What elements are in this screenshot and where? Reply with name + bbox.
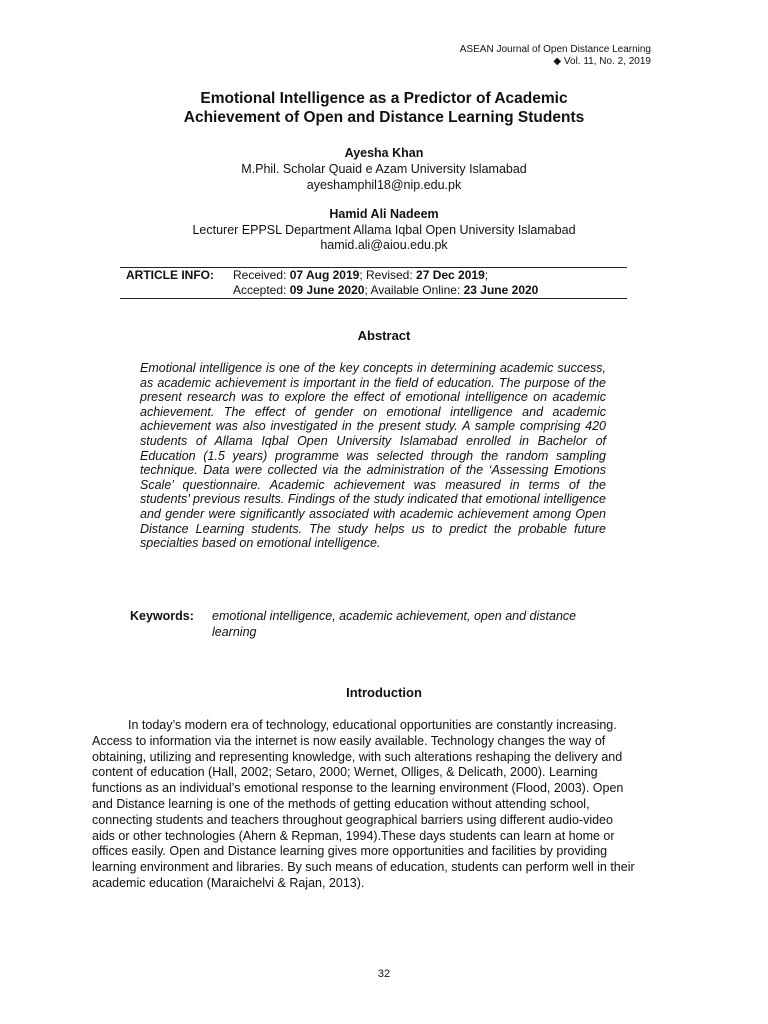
article-info-bottom-rule: [120, 298, 627, 299]
introduction-text: In today’s modern era of technology, educational opportunities are constantly increasing. Access to information via the internet is now easily available. Technology changes the way of obtaining, utilizing and representing knowledge, with such alterations reshaping the delivery and content of education (Hall, 2002; Setaro, 2000; Wernet, Olliges, & Delicath, 2000). Learning functions as an individual’s emotional response to the learning environment (Flood, 2003). Open and Distance learning is one of the methods of getting education without attending school, connecting students and teachers throughout geographical barriers using different audio-video aids or other technologies (Ahern & Repman, 1994).These days students can learn at home or offices easily. Open and Distance learning gives more opportunities and facilities by providing learning environment and libraries. By such means of education, students can perform well in their academic education (Maraichelvi & Rajan, 2013).: [92, 718, 635, 890]
journal-name: ASEAN Journal of Open Distance Learning: [459, 44, 651, 55]
article-info-dates-line1: Received: 07 Aug 2019; Revised: 27 Dec 2019;: [233, 268, 489, 282]
author-email: hamid.ali@aiou.edu.pk: [320, 238, 448, 252]
keywords-text: emotional intelligence, academic achievement, open and distance learning: [212, 609, 577, 639]
introduction-heading: Introduction: [346, 685, 422, 700]
author-email: ayeshamphil18@nip.edu.pk: [306, 178, 462, 192]
author-name: Hamid Ali Nadeem: [329, 207, 439, 221]
keywords-label: Keywords:: [130, 609, 194, 623]
author-affiliation: Lecturer EPPSL Department Allama Iqbal Open University Islamabad: [192, 223, 576, 237]
paper-title-line2: Achievement of Open and Distance Learning Students: [183, 109, 585, 126]
abstract-text: Emotional intelligence is one of the key concepts in determining academic success, as academic achievement is important in the field of education. The purpose of the present research was to explore the effect of emotional intelligence on academic achievement. The effect of gender on emotional intelligence and academic achievement was also investigated in the present study. A sample comprising 420 students of Allama Iqbal Open University Islamabad enrolled in Bachelor of Education (1.5 years) programme was selected through the random sampling technique. Data were collected via the administration of the ‘Assessing Emotions Scale’ questionnaire. Academic achievement was measured in terms of the students’ previous results. Findings of the study indicated that emotional intelligence and gender were significantly associated with academic achievement among Open Distance Learning students. The study helps us to predict the probable future specialties based on emotional intelligence.: [140, 361, 606, 551]
author-name: Ayesha Khan: [344, 146, 424, 160]
paper-title-line1: Emotional Intelligence as a Predictor of Academic: [200, 90, 568, 107]
author-affiliation: M.Phil. Scholar Quaid e Azam University Islamabad: [241, 162, 527, 176]
article-info-label: ARTICLE INFO:: [126, 268, 214, 282]
abstract-heading: Abstract: [357, 328, 411, 343]
page-number: 32: [377, 968, 391, 980]
journal-volume: ◆ Vol. 11, No. 2, 2019: [553, 56, 651, 67]
article-info-dates-line2: Accepted: 09 June 2020; Available Online: 23 June 2020: [233, 283, 539, 297]
